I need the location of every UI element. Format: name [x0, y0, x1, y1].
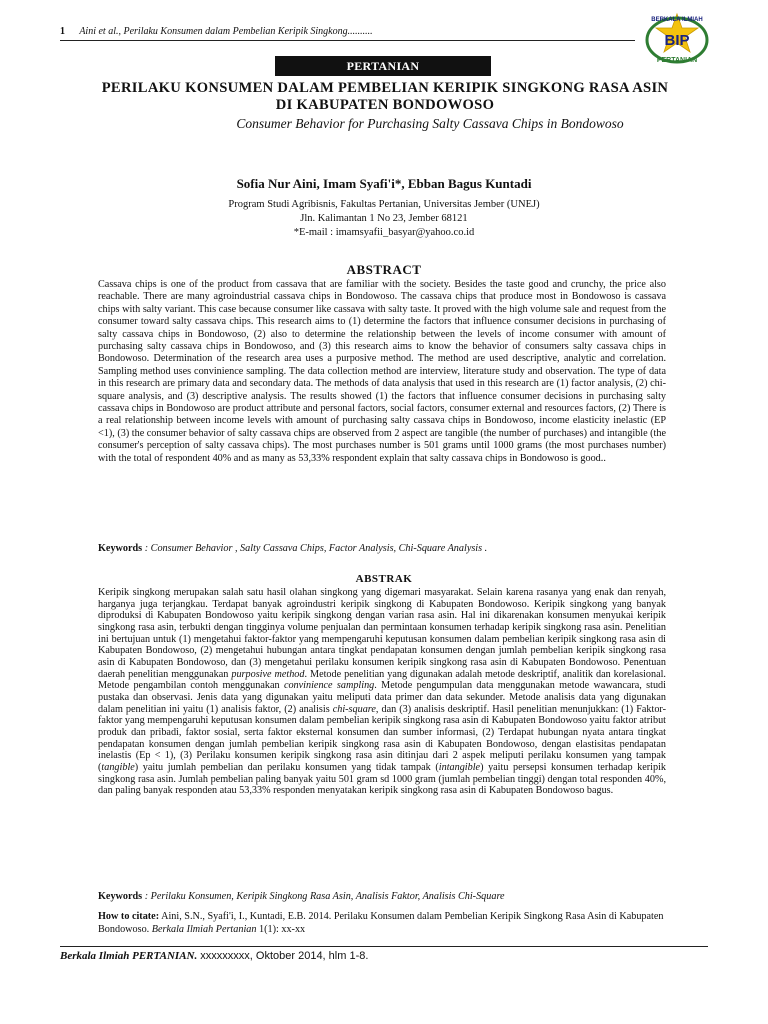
abstrak-body: Keripik singkong merupakan salah satu hasil olahan singkong yang digemari masyarakat. Selain karena rasanya yang enak dan renyah, harganya juga terjangkau. Terdapat banyak agroindustri keripik singkong di Kabupaten Bondowoso. Keripik singkong yang banyak diproduksi di Kabupaten Bondowoso yaitu keripik singkong dengan varian rasa asin. Hal ini dikarenakan konsumen menyukai keripik singkong rasa asin, terbukti dengan tingginya volume penjualan dan permintaan konsumen terhadap keripik singkong rasa asin. Penelitian ini bertujuan untuk (1) mengetahui faktor-faktor yang mempengaruhi keputusan konsumen dalam pembelian keripik singkong rasa asin di Kabupaten Bondowoso, (2) mengetahui hubungan antara tingkat pendapatan konsumen dengan jumlah pembelian keripik singkong rasa asin di Kabupaten Bondowoso, dan (3) mengetahui perilaku konsumen keripik singkong rasa asin di Kabupaten Bondowoso. Penentuan daerah penelitian menggunakan purposive method. Metode penelitian yang digunakan adalah metode deskriptif, analitik dan korelasional. Metode pengambilan contoh menggunakan convinience sampling. Metode pengumpulan data menggunakan metode wawancara, studi pustaka dan observasi. Jenis data yang digunakan yaitu meliputi data primer dan data sekunder. Metode analisis data yang digunakan dalam penelitian ini yaitu (1) analisis faktor, (2) analisis chi-square, dan (3) analisis deskriptif. Hasil penelitian menunjukkan: (1) Faktor-faktor yang mempengaruhi keputusan konsumen dalam pembelian keripik singkong rasa asin di Kabupaten Bondowoso yaitu faktor atribut produk dan pribadi, faktor sosial, serta faktor eksternal konsumen dan sumber informasi, (2) Terdapat hubungan nyata antara tingkat pendapatan konsumen dengan jumlah pembelian keripik singkong rasa asin di Kabupaten Bondowoso, dengan elastisitas pendapatan inelastis (Ep < 1), (3) Perilaku konsumen keripik singkong rasa asin ditinjau dari 2 aspek meliputi perilaku konsumen yang tampak (tangible) yaitu jumlah pembelian dan perilaku konsumen yang tidak tampak (intangible) yaitu persepsi konsumen terhadap keripik singkong rasa asin. Jumlah pembelian paling banyak yaitu 501 gram sd 1000 gram (jumlah pembelian tinggi) dengan total responden 40%, dan paling banyak responden atau 53,33% responden menyatakan keripik singkong rasa asin di Kabupaten Bondowoso bagus.	[98, 587, 667, 797]
header-rule	[60, 40, 635, 41]
svg-text:BIP: BIP	[664, 32, 690, 49]
abstract-keywords	[98, 543, 666, 554]
svg-text:PERTANIAN: PERTANIAN	[656, 57, 698, 64]
keywords-text: : Perilaku Konsumen, Keripik Singkong Rasa Asin, Analisis Faktor, Analisis Chi-Square	[144, 891, 505, 902]
abstrak-keywords	[98, 891, 666, 902]
running-header	[60, 26, 640, 37]
affiliation-address: Jln. Kalimantan 1 No 23, Jember 68121	[300, 213, 468, 224]
affiliation	[60, 198, 708, 240]
keywords-label: Keywords	[98, 543, 143, 554]
footer-text: xxxxxxxxx, Oktober 2014, hlm 1-8.	[197, 950, 369, 962]
page-footer	[60, 950, 708, 962]
svg-text:BERKALA ILMIAH: BERKALA ILMIAH	[651, 17, 703, 23]
cite-text: Aini, S.N., Syafi'i, I., Kuntadi, E.B. 2014. Perilaku Konsumen dalam Pembelian Keripik Singkong Rasa Asin di Kabupaten Bondowoso.	[98, 911, 664, 935]
paper-title	[70, 80, 700, 114]
affiliation-dept: Program Studi Agribisnis, Fakultas Pertanian, Universitas Jember (UNEJ)	[228, 199, 540, 210]
how-to-cite	[98, 910, 666, 936]
cite-tail: 1(1): xx-xx	[256, 924, 306, 935]
page-number: 1	[60, 26, 65, 37]
footer-journal: Berkala Ilmiah PERTANIAN.	[60, 950, 198, 962]
running-title: Aini et al., Perilaku Konsumen dalam Pembelian Keripik Singkong..........	[79, 26, 373, 37]
abstract-heading: ABSTRACT	[346, 262, 422, 277]
title-line-1: PERILAKU KONSUMEN DALAM PEMBELIAN KERIPIK SINGKONG RASA ASIN	[101, 80, 669, 96]
abstract-body: Cassava chips is one of the product from cassava that are familiar with the society. Besides the taste good and crunchy, the price also reachable. There are many agroindustrial cassava chips in Bondowoso. The cassava chips that produce most in Bondowoso is cassava chips with salty variant. This case because consumer like cassava with salty taste. It proved with the high volume sale and request from the consumer toward salty cassava chips. This research aims to (1) determine the factors that influence consumer decisions in purchasing of salty cassava chips in Bondowoso, (2) also to determine the relationship between the levels of income consumer with amount of purchasing salty cassava chips in Bondowoso, and (3) this research aims to know the behavior of consumers salty cassava chips in Bondowoso. Determination of the research area uses a purposive method. The method are used descriptive, analytic and correlation. Sampling method uses convinience sampling. The data collection method are interview, literature study and observation. The type of data in this research are primary data and secondary data. The methods of data analysis that used in this research are (1) factor analysis, (2) chi-square analysis, and (3) descriptive analysis. The results showed (1) the factors that influence consumer decisions in purchasing salty cassava chips in Bondowoso are product attribute and personal factors, social factors, consumer external and resources factors, (2) There is a real relationship between income levels with amount of purchasing salty cassava chips in Bondowoso, income elasticity inelastic (EP <1), (3) the consumer behavior of salty cassava chips are observed from 2 aspect are tangible (the number of purchases) and intangible (the consumer's perception of salty cassava chips). The most purchases number is 501 grams until 1000 grams (the most purchases number) with the total of respondent 40% and as many as 53,33% respondent explain that salty cassava chips in Bondowoso is good..	[98, 279, 666, 464]
keywords-label: Keywords	[98, 891, 143, 902]
title-line-2: DI KABUPATEN BONDOWOSO	[275, 97, 495, 113]
cite-journal: Berkala Ilmiah Pertanian	[151, 924, 257, 935]
section-label: PERTANIAN	[275, 56, 491, 76]
paper-subtitle: Consumer Behavior for Purchasing Salty Cassava Chips in Bondowoso	[236, 116, 624, 131]
journal-logo	[638, 12, 716, 66]
keywords-text: : Consumer Behavior , Salty Cassava Chips, Factor Analysis, Chi-Square Analysis .	[144, 543, 488, 554]
cite-label: How to citate:	[98, 911, 160, 922]
footer-rule	[60, 946, 708, 947]
authors: Sofia Nur Aini, Imam Syafi'i*, Ebban Bagus Kuntadi	[236, 176, 532, 191]
abstrak-heading: ABSTRAK	[355, 573, 413, 585]
affiliation-email: *E-mail : imamsyafii_basyar@yahoo.co.id	[293, 227, 475, 238]
